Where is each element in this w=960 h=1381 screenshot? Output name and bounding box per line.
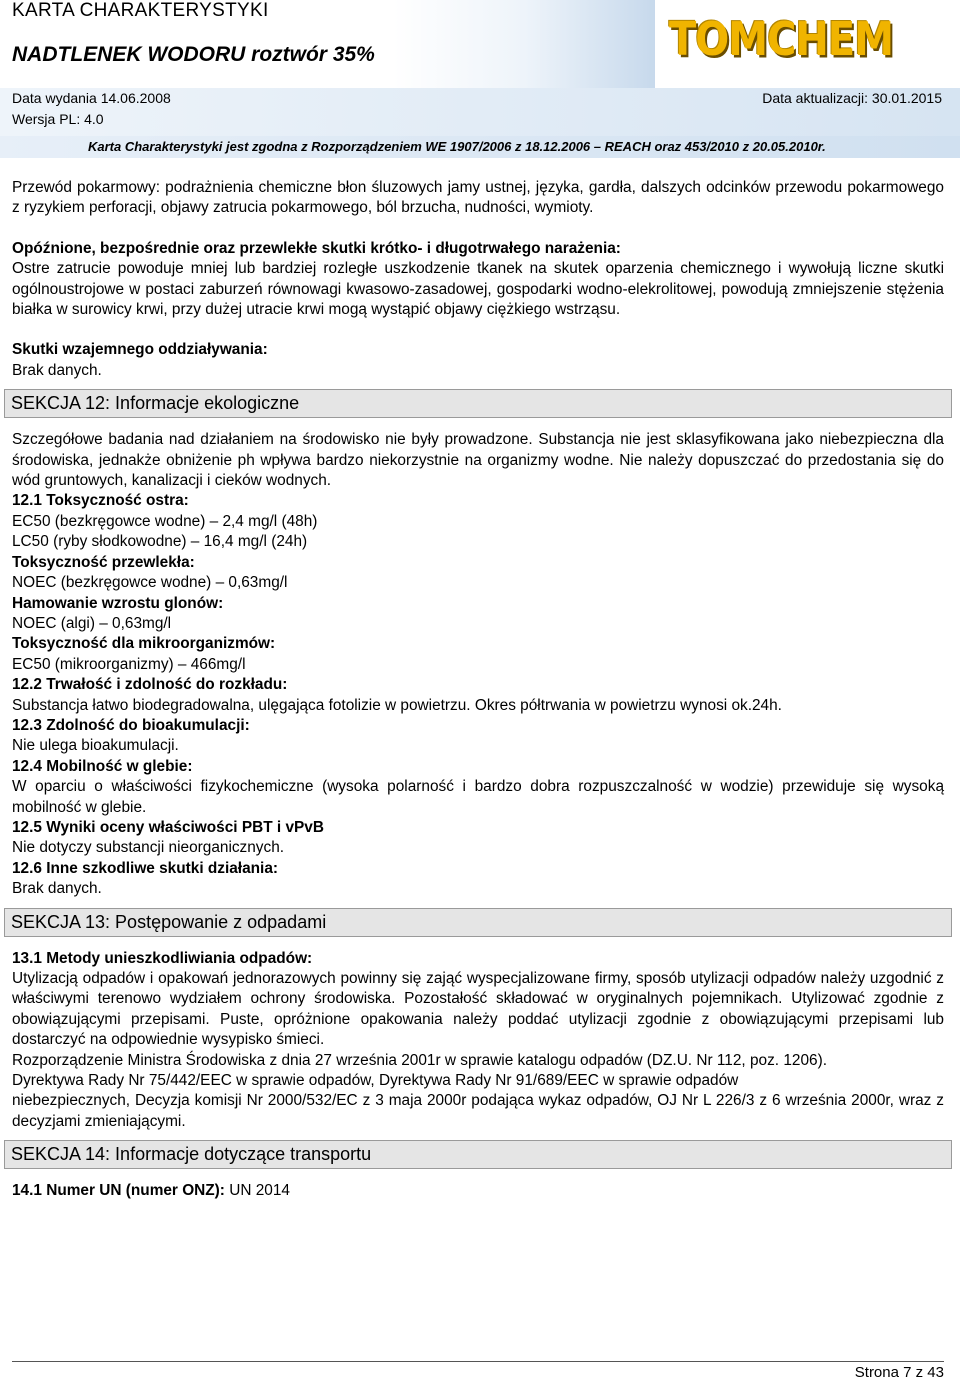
heading-12-6: 12.6 Inne szkodliwe skutki działania: xyxy=(12,859,279,877)
paragraph-12-3: Nie ulega bioakumulacji. xyxy=(12,737,179,755)
interaction-paragraph: Brak danych. xyxy=(12,361,102,379)
heading-12-4: 12.4 Mobilność w glebie: xyxy=(12,757,193,775)
delayed-effects-heading: Opóźnione, bezpośrednie oraz przewlekłe skutki krótko- i długotrwałego narażenia: xyxy=(12,239,621,257)
issue-date: Data wydania 14.06.2008 xyxy=(12,90,171,106)
paragraph-13-regulation: Rozporządzenie Ministra Środowiska z dnia 27 września 2001r w sprawie katalogu odpadów (DZ.U. Nr 112, poz. 1206). xyxy=(12,1051,827,1069)
line-12-1-ec50: EC50 (bezkręgowce wodne) – 2,4 mg/l (48h) xyxy=(12,512,318,530)
heading-algae: Hamowanie wzrostu glonów: xyxy=(12,594,224,612)
paragraph-13-directive-b: niebezpiecznych, Decyzja komisji Nr 2000/532/EC z 3 maja 2000r podająca wykaz odpadów, OJ Nr L 226/3 z 6 września 2000r, wraz z decyzjami zmieniającymi. xyxy=(12,1092,944,1130)
section-14-header: SEKCJA 14: Informacje dotyczące transportu xyxy=(4,1140,952,1169)
update-date: Data aktualizacji: 30.01.2015 xyxy=(762,90,942,106)
line-12-1-lc50: LC50 (ryby słodkowodne) – 16,4 mg/l (24h) xyxy=(12,533,308,551)
heading-13-1: 13.1 Metody unieszkodliwiania odpadów: xyxy=(12,949,313,967)
line-chronic: NOEC (bezkręgowce wodne) – 0,63mg/l xyxy=(12,574,288,592)
ingestion-paragraph: Przewód pokarmowy: podrażnienia chemiczne błon śluzowych jamy ustnej, języka, gardła, dalszych odcinków przewodu pokarmowego z ryzykiem perforacji, objawy zatrucia pokarmowego, ból brzucha, nudności, wymioty. xyxy=(12,179,944,217)
page-number: Strona 7 z 43 xyxy=(854,1364,944,1381)
heading-12-5: 12.5 Wyniki oceny właściwości PBT i vPvB xyxy=(12,818,324,836)
document-header xyxy=(0,0,960,165)
heading-14-1: 14.1 Numer UN (numer ONZ): xyxy=(12,1182,225,1200)
paragraph-12-5: Nie dotyczy substancji nieorganicznych. xyxy=(12,839,285,857)
paragraph-12-2: Substancja łatwo biodegradowalna, ulęgająca fotolizie w powietrzu. Okres półtrwania w powietrzu wynosi ok.24h. xyxy=(12,696,782,714)
document-body xyxy=(12,178,944,1202)
version: Wersja PL: 4.0 xyxy=(12,111,104,127)
heading-12-2: 12.2 Trwałość i zdolność do rozkładu: xyxy=(12,676,288,694)
section-12-header: SEKCJA 12: Informacje ekologiczne xyxy=(4,389,952,418)
company-logo xyxy=(658,0,904,80)
product-name: NADTLENEK WODORU roztwór 35% xyxy=(12,43,375,66)
heading-12-3: 12.3 Zdolność do bioakumulacji: xyxy=(12,716,250,734)
interaction-heading: Skutki wzajemnego oddziaływania: xyxy=(12,341,268,359)
line-micro: EC50 (mikroorganizmy) – 466mg/l xyxy=(12,655,246,673)
heading-12-1: 12.1 Toksyczność ostra: xyxy=(12,492,189,510)
line-algae: NOEC (algi) – 0,63mg/l xyxy=(12,614,172,632)
line-14-1 xyxy=(12,1181,944,1201)
heading-micro: Toksyczność dla mikroorganizmów: xyxy=(12,635,276,653)
logo-text: TOMCHEM xyxy=(668,13,894,67)
paragraph-12-4: W oparciu o właściwości fizykochemiczne (wysoka polarność i bardzo dobra rozpuszczalność w wodzie) przewiduje się wysoką mobilność w glebie. xyxy=(12,778,944,816)
document-type: KARTA CHARAKTERYSTYKI xyxy=(12,0,269,21)
paragraph-13-directive-a: Dyrektywa Rady Nr 75/442/EEC w sprawie odpadów, Dyrektywa Rady Nr 91/689/EEC w sprawie odpadów xyxy=(12,1072,739,1090)
heading-chronic: Toksyczność przewlekła: xyxy=(12,553,195,571)
delayed-effects-paragraph: Ostre zatrucie powoduje mniej lub bardziej rozległe uszkodzenie tkanek na skutek oparzenia chemicznego i wywołują liczne skutki ogólnoustrojowe w postaci zaburzeń równowagi kwasowo-zasadowej, gospodarki wodno-elekrolitowej, powodują zmniejszenie stężenia białka w surowicy krwi, przy dużej utracie krwi mogą wystąpić objawy ciężkiego wstrząsu. xyxy=(12,260,944,319)
section-12-intro: Szczegółowe badania nad działaniem na środowisko nie były prowadzone. Substancja nie jest sklasyfikowana jako niebezpieczna dla środowiska, jednakże obniżenie ph wpływa bardzo niekorzystnie na organizmy wodne. Nie należy dopuszczać do przedostania się do wód gruntowych, kanalizacji i cieków wodnych. xyxy=(12,431,944,490)
paragraph-13-1: Utylizacją odpadów i opakowań jednorazowych powinny się zająć wyspecjalizowane firmy, sposób utylizacji odpadów należy uzgodnić z właściwymi terenowo wydziałem ochrony środowiska. Pozostałość składować w oryginalnych pojemnikach. Utylizować zgodnie z obowiązującymi przepisami. Puste, opróżnione opakowania należy poddać utylizacji zgodnie z obowiązującymi przepisami lub dostarczyć na odpowiednie wysypisko śmieci. xyxy=(12,970,944,1049)
un-number: UN 2014 xyxy=(229,1182,290,1200)
section-13-header: SEKCJA 13: Postępowanie z odpadami xyxy=(4,908,952,937)
regulation-note: Karta Charakterystyki jest zgodna z Rozporządzeniem WE 1907/2006 z 18.12.2006 – REACH oraz 453/2010 z 20.05.2010r. xyxy=(88,139,826,154)
footer-divider xyxy=(12,1361,944,1362)
paragraph-12-6: Brak danych. xyxy=(12,880,102,898)
